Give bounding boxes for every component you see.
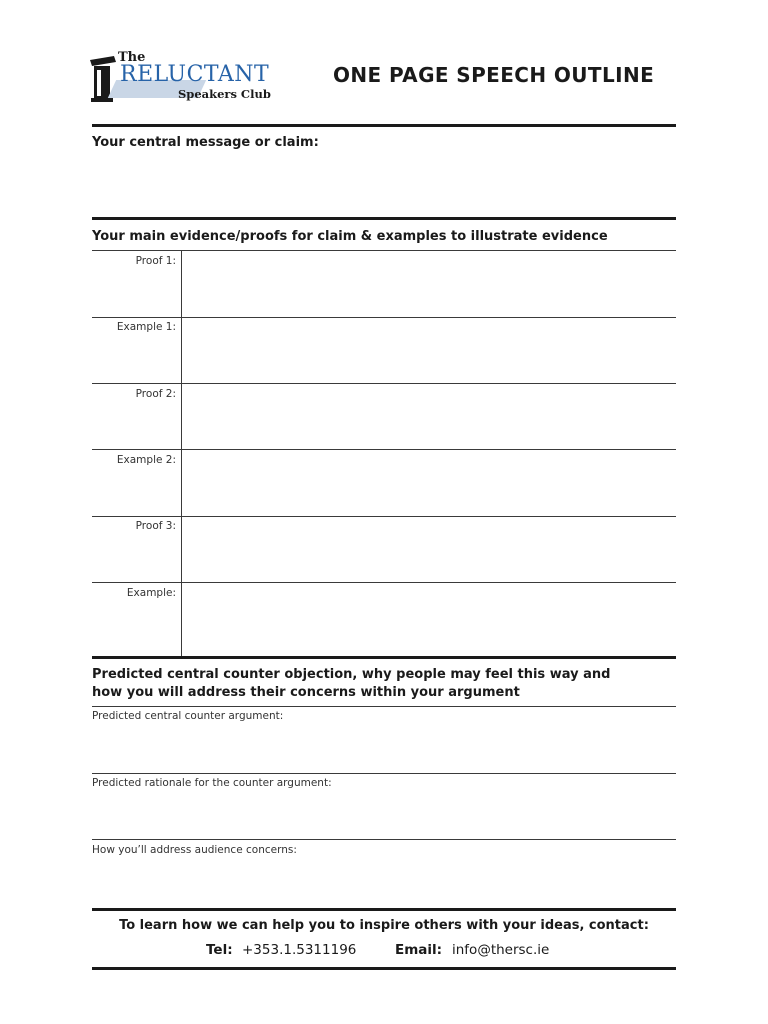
example-2-label: Example 2: (116, 454, 176, 466)
page-title: ONE PAGE SPEECH OUTLINE (333, 63, 655, 87)
proof-2-field[interactable] (182, 384, 676, 449)
address-concerns-label: How you’ll address audience concerns: (92, 844, 297, 856)
counter-argument-label: Predicted central counter argument: (92, 710, 284, 722)
divider (92, 773, 676, 774)
footer-cta: To learn how we can help you to inspire others with your ideas, contact: (119, 918, 649, 933)
example-3-label: Example: (126, 587, 176, 599)
logo (86, 50, 296, 108)
counter-heading-line2: how you will address their concerns within your argument (92, 685, 520, 700)
central-message-field[interactable] (92, 155, 676, 215)
divider (92, 656, 676, 659)
tel-value[interactable]: +353.1.5311196 (242, 942, 357, 958)
example-1-field[interactable] (182, 318, 676, 383)
tel-label: Tel: (206, 942, 233, 958)
evidence-heading: Your main evidence/proofs for claim & examples to illustrate evidence (92, 229, 608, 244)
email-label: Email: (395, 942, 443, 958)
example-2-field[interactable] (182, 450, 676, 515)
email-value[interactable]: info@thersc.ie (452, 942, 550, 958)
logo-name: RELUCTANT (120, 62, 270, 87)
divider (92, 706, 676, 707)
example-1-label: Example 1: (116, 321, 176, 333)
proof-1-field[interactable] (182, 251, 676, 316)
counter-argument-field[interactable] (92, 724, 676, 772)
divider (92, 967, 676, 970)
proof-1-label: Proof 1: (135, 255, 176, 267)
divider (92, 124, 676, 127)
proof-3-field[interactable] (182, 517, 676, 582)
counter-heading-line1: Predicted central counter objection, why people may feel this way and (92, 667, 611, 682)
central-message-label: Your central message or claim: (92, 135, 319, 150)
counter-rationale-label: Predicted rationale for the counter argument: (92, 777, 332, 789)
logo-the: The (118, 50, 146, 65)
proof-2-label: Proof 2: (135, 388, 176, 400)
divider (92, 908, 676, 911)
divider (92, 839, 676, 840)
divider (92, 217, 676, 220)
logo-subtitle: Speakers Club (178, 87, 271, 101)
address-concerns-field[interactable] (92, 858, 676, 906)
counter-rationale-field[interactable] (92, 791, 676, 839)
example-3-field[interactable] (182, 583, 676, 655)
proof-3-label: Proof 3: (135, 520, 176, 532)
